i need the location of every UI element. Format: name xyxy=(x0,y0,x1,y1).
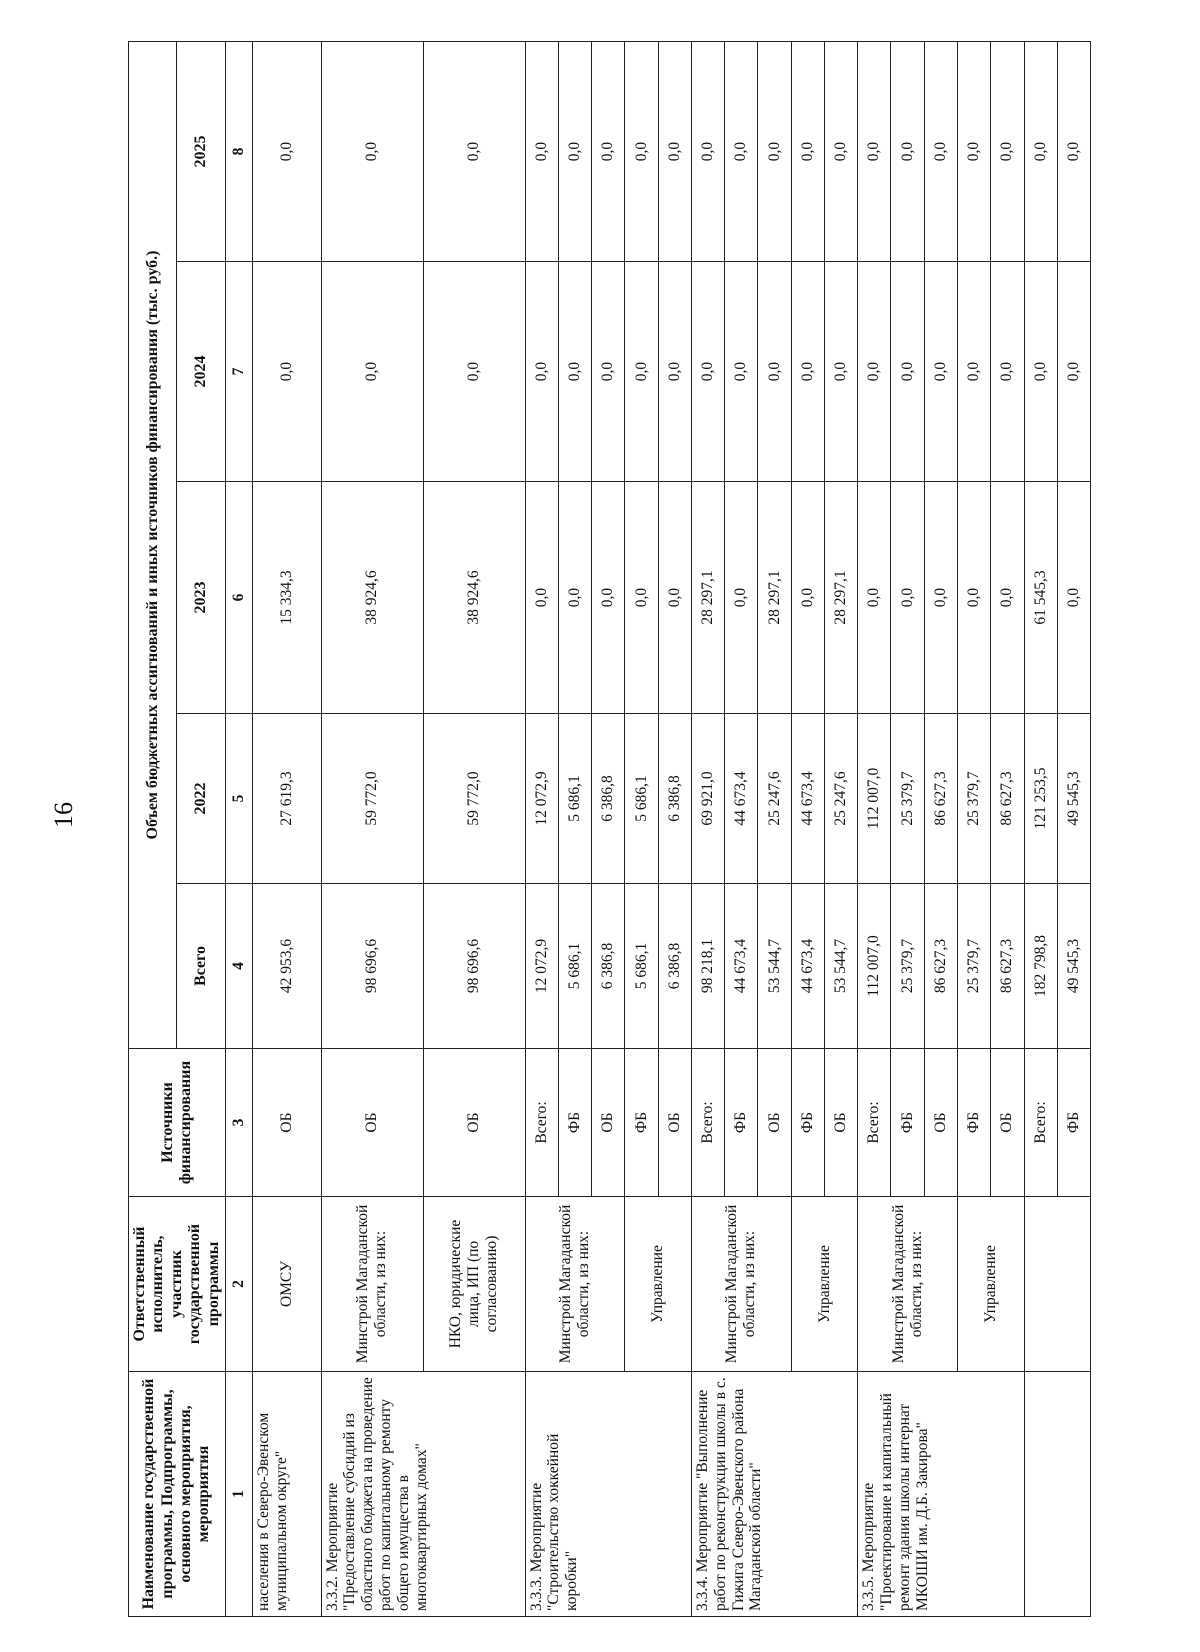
total-cell: 44 673,4 xyxy=(791,884,824,1049)
y2024-cell: 0,0 xyxy=(725,262,758,482)
total-cell: 182 798,8 xyxy=(1024,884,1057,1049)
total-cell: 25 379,7 xyxy=(891,884,924,1049)
total-cell: 53 544,7 xyxy=(758,884,791,1049)
column-number: 5 xyxy=(225,714,252,884)
y2022-cell: 25 247,6 xyxy=(824,714,857,884)
y2023-cell: 0,0 xyxy=(891,482,924,714)
source-cell: ОБ xyxy=(991,1049,1024,1197)
y2025-cell: 0,0 xyxy=(625,41,658,261)
source-cell: ОБ xyxy=(321,1049,423,1197)
y2022-cell: 5 686,1 xyxy=(625,714,658,884)
executor-cell: Управление xyxy=(625,1197,692,1372)
table-row xyxy=(252,41,321,1616)
y2022-cell: 86 627,3 xyxy=(924,714,957,884)
y2023-cell: 0,0 xyxy=(858,482,891,714)
y2022-cell: 12 072,9 xyxy=(525,714,558,884)
header-total: Всего xyxy=(177,884,225,1049)
column-number: 2 xyxy=(225,1197,252,1372)
source-cell: ФБ xyxy=(558,1049,591,1197)
total-cell: 5 686,1 xyxy=(558,884,591,1049)
total-cell: 112 007,0 xyxy=(858,884,891,1049)
y2022-cell: 27 619,3 xyxy=(252,714,321,884)
y2022-cell: 25 247,6 xyxy=(758,714,791,884)
source-cell: Всего: xyxy=(858,1049,891,1197)
y2025-cell: 0,0 xyxy=(824,41,857,261)
column-number: 8 xyxy=(225,41,252,261)
y2024-cell: 0,0 xyxy=(423,262,525,482)
column-number: 6 xyxy=(225,482,252,714)
source-cell: Всего: xyxy=(691,1049,724,1197)
y2022-cell: 5 686,1 xyxy=(558,714,591,884)
y2024-cell: 0,0 xyxy=(525,262,558,482)
total-cell: 5 686,1 xyxy=(625,884,658,1049)
program-name-cell: 3.3.5. Мероприятие "Проектирование и капитальный ремонт здания школы интернат МКОШИ им. Д.Б. Закирова" xyxy=(858,1372,1024,1617)
executor-cell: Управление xyxy=(791,1197,858,1372)
y2022-cell: 112 007,0 xyxy=(858,714,891,884)
program-name-cell: 3.3.4. Мероприятие "Выполнение работ по реконструкции школы в с. Гижига Северо-Эвенского района Магаданской области" xyxy=(691,1372,857,1617)
executor-cell: Минстрой Магаданской области, из них: xyxy=(691,1197,791,1372)
program-name-cell: 3.3.3. Мероприятие "Строительство хоккейной коробки" xyxy=(525,1372,691,1617)
y2024-cell: 0,0 xyxy=(924,262,957,482)
source-cell: ФБ xyxy=(625,1049,658,1197)
y2023-cell: 0,0 xyxy=(791,482,824,714)
y2024-cell: 0,0 xyxy=(625,262,658,482)
y2022-cell: 86 627,3 xyxy=(991,714,1024,884)
y2022-cell: 59 772,0 xyxy=(321,714,423,884)
total-cell: 12 072,9 xyxy=(525,884,558,1049)
y2023-cell: 61 545,3 xyxy=(1024,482,1057,714)
y2024-cell: 0,0 xyxy=(558,262,591,482)
column-number: 4 xyxy=(225,884,252,1049)
y2022-cell: 6 386,8 xyxy=(592,714,625,884)
header-row-1 xyxy=(129,41,177,1616)
executor-cell: Управление xyxy=(958,1197,1025,1372)
y2025-cell: 0,0 xyxy=(558,41,591,261)
y2025-cell: 0,0 xyxy=(991,41,1024,261)
program-name-cell: населения в Северо-Эвенском муниципальном округе" xyxy=(252,1372,321,1617)
source-cell: ОБ xyxy=(252,1049,321,1197)
column-number-row xyxy=(225,41,252,1616)
source-cell: ОБ xyxy=(592,1049,625,1197)
executor-cell: НКО, юридические лица, ИП (по согласованию) xyxy=(423,1197,525,1372)
header-volume: Объем бюджетных ассигнований и иных источников финансирования (тыс. руб.) xyxy=(129,41,177,1048)
y2023-cell: 0,0 xyxy=(592,482,625,714)
total-cell: 49 545,3 xyxy=(1057,884,1090,1049)
total-cell: 98 696,6 xyxy=(423,884,525,1049)
y2023-cell: 0,0 xyxy=(958,482,991,714)
y2025-cell: 0,0 xyxy=(1024,41,1057,261)
source-cell: ОБ xyxy=(824,1049,857,1197)
page-number: 16 xyxy=(49,802,78,828)
y2025-cell: 0,0 xyxy=(858,41,891,261)
y2022-cell: 25 379,7 xyxy=(891,714,924,884)
header-2023: 2023 xyxy=(177,482,225,714)
table-row xyxy=(525,41,558,1616)
y2022-cell: 25 379,7 xyxy=(958,714,991,884)
y2024-cell: 0,0 xyxy=(791,262,824,482)
source-cell: ОБ xyxy=(758,1049,791,1197)
y2024-cell: 0,0 xyxy=(958,262,991,482)
column-number: 3 xyxy=(225,1049,252,1197)
y2024-cell: 0,0 xyxy=(1024,262,1057,482)
y2022-cell: 121 253,5 xyxy=(1024,714,1057,884)
source-cell: ОБ xyxy=(658,1049,691,1197)
header-source: Источники финансирования xyxy=(129,1049,226,1197)
total-cell: 98 696,6 xyxy=(321,884,423,1049)
y2025-cell: 0,0 xyxy=(725,41,758,261)
source-cell: ОБ xyxy=(924,1049,957,1197)
header-2025: 2025 xyxy=(177,41,225,261)
source-cell: ФБ xyxy=(1057,1049,1090,1197)
y2023-cell: 0,0 xyxy=(558,482,591,714)
header-executor: Ответственный исполнитель, участник государственной программы xyxy=(129,1197,226,1372)
y2023-cell: 15 334,3 xyxy=(252,482,321,714)
program-name-cell: 3.3.2. Мероприятие "Предоставление субсидий из областного бюджета на проведение работ по капитальному ремонту общего имущества в многоквартирных домах" xyxy=(321,1372,525,1617)
y2023-cell: 28 297,1 xyxy=(758,482,791,714)
executor-cell: Минстрой Магаданской области, из них: xyxy=(525,1197,625,1372)
y2023-cell: 0,0 xyxy=(625,482,658,714)
y2024-cell: 0,0 xyxy=(252,262,321,482)
y2025-cell: 0,0 xyxy=(791,41,824,261)
y2024-cell: 0,0 xyxy=(824,262,857,482)
y2025-cell: 0,0 xyxy=(252,41,321,261)
y2023-cell: 28 297,1 xyxy=(824,482,857,714)
total-cell: 86 627,3 xyxy=(991,884,1024,1049)
y2025-cell: 0,0 xyxy=(525,41,558,261)
y2025-cell: 0,0 xyxy=(758,41,791,261)
total-cell: 98 218,1 xyxy=(691,884,724,1049)
y2023-cell: 0,0 xyxy=(924,482,957,714)
source-cell: ОБ xyxy=(423,1049,525,1197)
y2023-cell: 0,0 xyxy=(525,482,558,714)
y2024-cell: 0,0 xyxy=(891,262,924,482)
y2024-cell: 0,0 xyxy=(758,262,791,482)
y2024-cell: 0,0 xyxy=(658,262,691,482)
source-cell: ФБ xyxy=(958,1049,991,1197)
column-number: 1 xyxy=(225,1372,252,1617)
y2023-cell: 0,0 xyxy=(658,482,691,714)
header-2024: 2024 xyxy=(177,262,225,482)
y2025-cell: 0,0 xyxy=(592,41,625,261)
rotated-table-container xyxy=(128,42,1083,1617)
y2025-cell: 0,0 xyxy=(658,41,691,261)
source-cell: ФБ xyxy=(725,1049,758,1197)
y2023-cell: 0,0 xyxy=(991,482,1024,714)
table-row xyxy=(321,41,423,1616)
source-cell: Всего: xyxy=(525,1049,558,1197)
y2025-cell: 0,0 xyxy=(423,41,525,261)
table-row xyxy=(1024,41,1057,1616)
total-cell: 53 544,7 xyxy=(824,884,857,1049)
y2025-cell: 0,0 xyxy=(691,41,724,261)
header-program-name: Наименование государственной программы, Подпрограммы, основного мероприятия, мероприятия xyxy=(129,1372,226,1617)
source-cell: ФБ xyxy=(791,1049,824,1197)
y2025-cell: 0,0 xyxy=(924,41,957,261)
y2024-cell: 0,0 xyxy=(991,262,1024,482)
y2024-cell: 0,0 xyxy=(858,262,891,482)
executor-cell: ОМСУ xyxy=(252,1197,321,1372)
source-cell: Всего: xyxy=(1024,1049,1057,1197)
column-number: 7 xyxy=(225,262,252,482)
total-cell: 6 386,8 xyxy=(592,884,625,1049)
program-name-cell xyxy=(1024,1372,1091,1617)
source-cell: ФБ xyxy=(891,1049,924,1197)
y2024-cell: 0,0 xyxy=(592,262,625,482)
total-cell: 42 953,6 xyxy=(252,884,321,1049)
y2022-cell: 49 545,3 xyxy=(1057,714,1090,884)
executor-cell: Минстрой Магаданской области, из них: xyxy=(321,1197,423,1372)
y2023-cell: 38 924,6 xyxy=(423,482,525,714)
table-row xyxy=(691,41,724,1616)
y2023-cell: 28 297,1 xyxy=(691,482,724,714)
table-body xyxy=(252,41,1090,1616)
y2024-cell: 0,0 xyxy=(321,262,423,482)
y2024-cell: 0,0 xyxy=(1057,262,1090,482)
y2022-cell: 59 772,0 xyxy=(423,714,525,884)
total-cell: 86 627,3 xyxy=(924,884,957,1049)
y2023-cell: 38 924,6 xyxy=(321,482,423,714)
financing-table xyxy=(128,41,1091,1617)
y2022-cell: 44 673,4 xyxy=(725,714,758,884)
y2023-cell: 0,0 xyxy=(725,482,758,714)
table-row xyxy=(858,41,891,1616)
total-cell: 25 379,7 xyxy=(958,884,991,1049)
y2022-cell: 6 386,8 xyxy=(658,714,691,884)
total-cell: 6 386,8 xyxy=(658,884,691,1049)
executor-cell xyxy=(1024,1197,1091,1372)
executor-cell: Минстрой Магаданской области, из них: xyxy=(858,1197,958,1372)
y2025-cell: 0,0 xyxy=(958,41,991,261)
y2022-cell: 44 673,4 xyxy=(791,714,824,884)
y2025-cell: 0,0 xyxy=(891,41,924,261)
total-cell: 44 673,4 xyxy=(725,884,758,1049)
y2022-cell: 69 921,0 xyxy=(691,714,724,884)
y2024-cell: 0,0 xyxy=(691,262,724,482)
header-2022: 2022 xyxy=(177,714,225,884)
y2023-cell: 0,0 xyxy=(1057,482,1090,714)
y2025-cell: 0,0 xyxy=(321,41,423,261)
y2025-cell: 0,0 xyxy=(1057,41,1090,261)
